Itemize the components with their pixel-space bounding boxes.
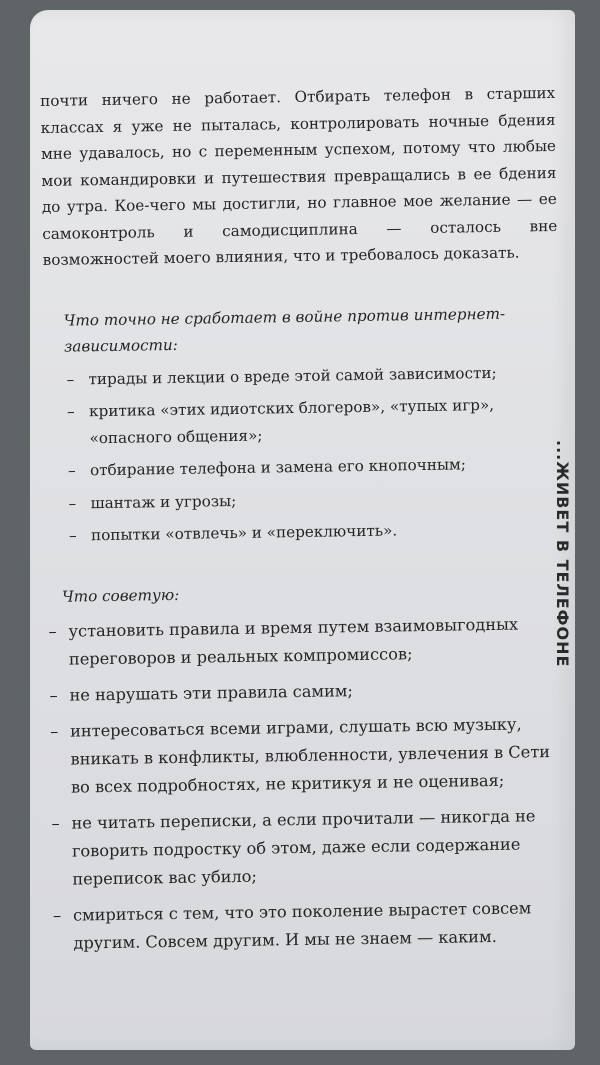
dash-marker: –: [66, 370, 75, 389]
list-item: [48, 610, 564, 674]
list-item-text: установить правила и время путем взаимовыгодных переговоров и реальных компромиссов;: [68, 614, 519, 669]
dash-marker: –: [67, 461, 76, 480]
what-wont-work-heading: Что точно не сработает в войне против интернет-зависимости:: [63, 304, 506, 356]
what-wont-work-section: [43, 299, 562, 549]
list-item-text: смириться с тем, что это поколение вырастет совсем другим. Совсем другим. И мы не знаем — каким.: [72, 898, 532, 953]
list-item: [50, 710, 566, 802]
dash-marker: –: [49, 685, 58, 705]
list-item: [68, 482, 561, 516]
dash-marker: –: [48, 621, 57, 641]
advice-heading: Что советую:: [61, 585, 180, 606]
list-item: [49, 674, 564, 710]
list-item-text: отбирание телефона и замена его кнопочным;: [89, 455, 467, 480]
book-page: [30, 10, 575, 1050]
dash-marker: –: [51, 813, 60, 833]
running-head-text: ...ЖИВЕТ В ТЕЛЕФОНЕ: [553, 440, 572, 668]
running-head: [548, 440, 576, 840]
list-item-text: попытки «отвлечь» и «переключить».: [90, 521, 398, 545]
list-item: [51, 802, 567, 894]
page-content: [40, 80, 569, 966]
advice-list: [48, 610, 568, 958]
list-item: [69, 515, 562, 549]
advice-section: [48, 575, 569, 958]
what-wont-work-list: [44, 358, 562, 549]
dash-marker: –: [68, 526, 77, 545]
list-item-text: шантаж и угрозы;: [90, 491, 237, 512]
list-item-text: интересоваться всеми играми, слушать всю музыку, вникать в конфликты, влюбленности, увлечения в Сети во всех подробностях, не критикуя и не оценивая;: [69, 714, 551, 797]
list-item: [53, 894, 569, 958]
body-paragraph: почти ничего не работает. Отбирать телефон в старших классах я уже не пыталась, контролировать ночные бдения мне удавалось, но с переменным успехом, потому что любые мои командировки и путешествия превращались в ее бдения до утра. Кое-чего мы достигли, но главное мое желание — ее самоконтроль и самодисциплина — осталось вне возможностей моего влияния, что и требовалось доказать.: [40, 83, 558, 269]
list-item-text: не нарушать эти правила самим;: [69, 681, 353, 705]
list-item-text: не читать переписки, а если прочитали — никогда не говорить подростку об этом, даже если содержание переписок вас убило;: [71, 806, 536, 889]
dash-marker: –: [52, 905, 62, 925]
list-item-text: тирады и лекции о вреде этой самой зависимости;: [88, 363, 497, 388]
dash-marker: –: [49, 721, 59, 741]
list-item-text: критика «этих идиотских блогеров», «тупых игр», «опасного общения»;: [88, 395, 495, 447]
dash-marker: –: [68, 493, 77, 513]
list-item: [68, 450, 561, 484]
list-item: [67, 391, 561, 452]
dash-marker: –: [66, 402, 75, 421]
list-item: [66, 358, 559, 392]
